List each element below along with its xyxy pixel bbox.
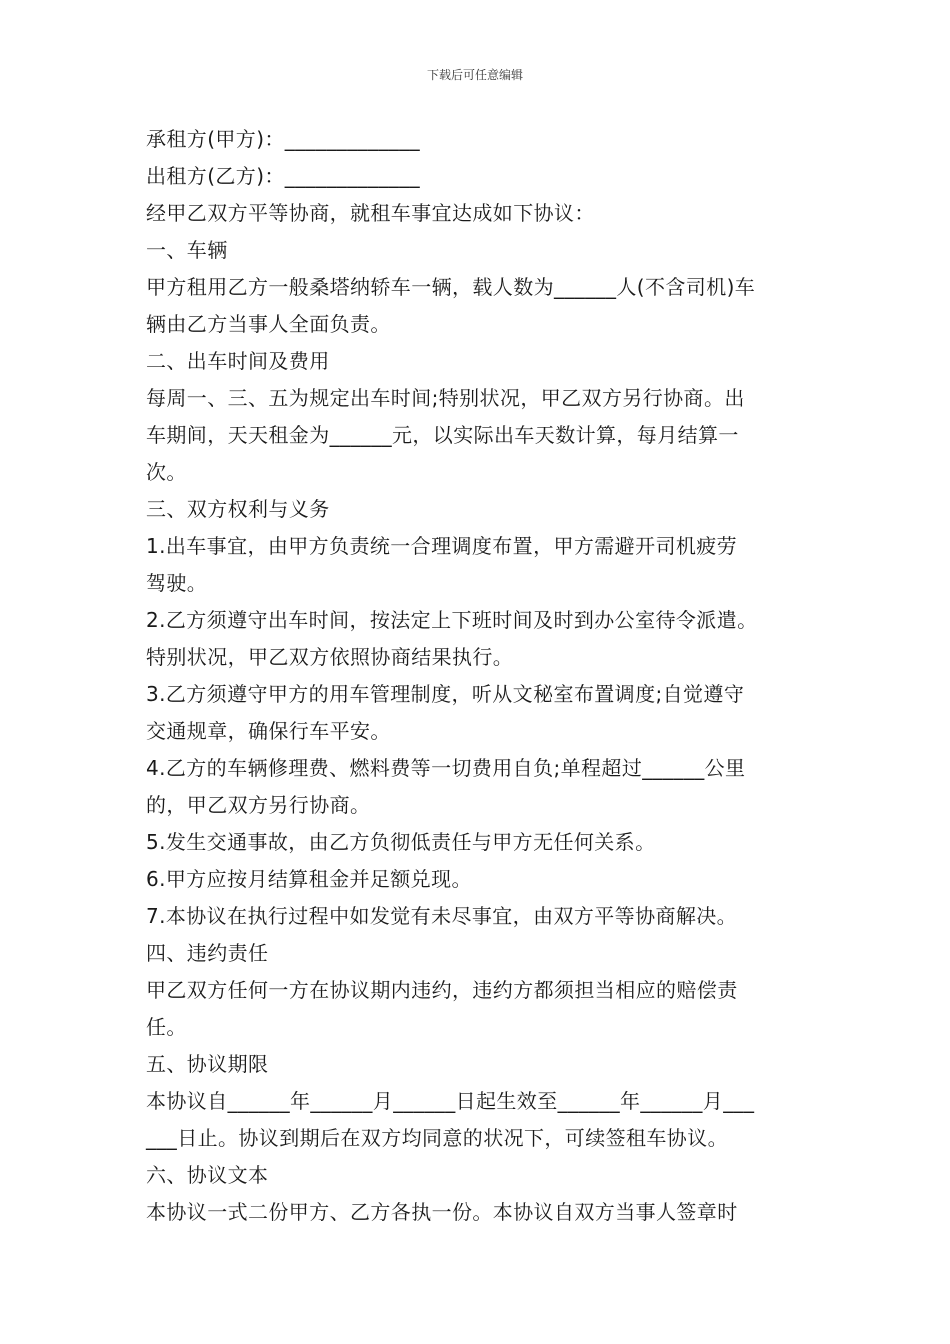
term-paragraph-line-1: 本协议自______年______月______日起生效至______年______月___: [146, 1089, 755, 1113]
clause-3-line-1: 3.乙方须遵守甲方的用车管理制度，听从文秘室布置调度;自觉遵守: [146, 682, 745, 706]
intro-paragraph: 经甲乙双方平等协商，就租车事宜达成如下协议：: [146, 201, 595, 225]
document-body: [146, 121, 826, 1231]
clause-4-line-1: 4.乙方的车辆修理费、燃料费等一切费用自负;单程超过______公里: [146, 756, 746, 780]
vehicle-paragraph-line-1: 甲方租用乙方一般桑塔纳轿车一辆，载人数为______人(不含司机)车: [146, 275, 756, 299]
breach-paragraph-line-2: 任。: [146, 1015, 187, 1039]
clause-7: 7.本协议在执行过程中如发觉有未尽事宜，由双方平等协商解决。: [146, 904, 738, 928]
time-fees-paragraph-line-1: 每周一、三、五为规定出车时间;特别状况，甲乙双方另行协商。出: [146, 386, 745, 410]
section-heading-text: 六、协议文本: [146, 1163, 269, 1187]
clause-5: 5.发生交通事故，由乙方负彻低责任与甲方无任何关系。: [146, 830, 656, 854]
lessee-line: 承租方(甲方)：_____________: [146, 127, 421, 151]
clause-6: 6.甲方应按月结算租金并足额兑现。: [146, 867, 472, 891]
clause-1-line-1: 1.出车事宜，由甲方负责统一合理调度布置，甲方需避开司机疲劳: [146, 534, 738, 558]
section-heading-rights: 三、双方权利与义务: [146, 497, 330, 521]
clause-4-line-2: 的，甲乙双方另行协商。: [146, 793, 371, 817]
section-heading-breach: 四、违约责任: [146, 941, 269, 965]
text-paragraph-line-1: 本协议一式二份甲方、乙方各执一份。本协议自双方当事人签章时: [146, 1200, 738, 1224]
header-note: 下载后可任意编辑: [426, 68, 523, 82]
section-heading-term: 五、协议期限: [146, 1052, 269, 1076]
clause-2-line-2: 特别状况，甲乙双方依照协商结果执行。: [146, 645, 514, 669]
section-heading-vehicle: 一、车辆: [146, 238, 228, 262]
term-paragraph-line-2: ___日止。协议到期后在双方均同意的状况下，可续签租车协议。: [146, 1126, 728, 1150]
time-fees-paragraph-line-2: 车期间，天天租金为______元，以实际出车天数计算，每月结算一: [146, 423, 739, 447]
clause-2-line-1: 2.乙方须遵守出车时间，按法定上下班时间及时到办公室待令派遣。: [146, 608, 758, 632]
time-fees-paragraph-line-3: 次。: [146, 460, 187, 484]
vehicle-paragraph-line-2: 辆由乙方当事人全面负责。: [146, 312, 391, 336]
clause-1-line-2: 驾驶。: [146, 571, 208, 595]
breach-paragraph-line-1: 甲乙双方任何一方在协议期内违约，违约方都须担当相应的赔偿责: [146, 978, 738, 1002]
lessor-line: 出租方(乙方)：_____________: [146, 164, 421, 188]
clause-3-line-2: 交通规章，确保行车平安。: [146, 719, 391, 743]
section-heading-time-fees: 二、出车时间及费用: [146, 349, 330, 373]
